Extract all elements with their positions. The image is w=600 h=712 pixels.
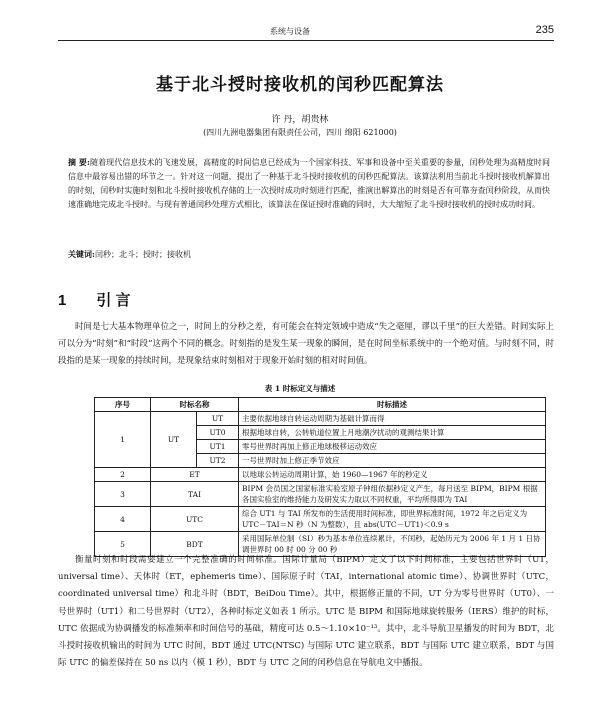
affiliation: (四川九洲电器集团有限责任公司，四川 绵阳 621000) [203, 128, 397, 137]
table-row [95, 482, 546, 507]
timescale-table [94, 397, 546, 557]
keywords [68, 249, 550, 260]
page-number: 235 [535, 24, 554, 36]
cell-no: 4 [95, 507, 151, 532]
cell-group: ET [151, 468, 239, 482]
cell-no: 5 [95, 532, 151, 557]
paper-title: 基于北斗授时接收机的闰秒匹配算法 [156, 75, 444, 95]
cell-desc: 以地球公转运动周期计算，始 1960—1967 年的秒定义 [239, 468, 546, 482]
cell-desc: 一号世界时加上修正季节效应 [239, 454, 546, 468]
table-header-row [95, 398, 546, 412]
keywords-text: 闰秒；北斗；授时；接收机 [94, 250, 191, 259]
abstract [68, 155, 550, 212]
cell-desc: BIPM 会员国之国家标准实验室原子钟组依据秒定义产生，每月送至 BIPM，BIPM 根据各国实验室的维持能力及研发实力取以不同权重，平均所得即为 TAI [239, 482, 546, 507]
cell-no: 1 [95, 412, 151, 468]
table-row [95, 412, 546, 426]
journal-name: 系统与设备 [270, 27, 310, 36]
cell-sub: UT0 [197, 426, 239, 440]
header-name: 时标名称 [151, 398, 239, 412]
abstract-text: 随着现代信息技术的飞速发展，高精度的时间信息已经成为一个国家科技、军事和设备中至关重要的参量，闰秒处理为高精度时间信息中最容易出错的环节之一。针对这一问题，提出了一种基于北斗授时接收机的闰秒匹配算法。该算法利用当前北斗授时接收机解算出的时刻，闰秒时实施时刻和北斗授时接收机存储的上一次授时成功时刻进行匹配，推演出解算出的时刻是否有可靠夯查闰秒阶段，从而快速准确地完成北斗授时。与现有普通闰秒处理方式相比，该算法在保证授时准确的同时，大大缩短了北斗授时接收机的授时成功时间。 [68, 158, 550, 209]
body-paragraph: 衡量时刻和时段需要建立一个完整准确的时间标准。国际计量局（BIPM）定义了以下时间标准，主要包括世界时（UT，universal time）、天体时（ET，ephemeris time）、国际原子时（TAI，international atomic time）、协调世界时（UTC，coordinated universal time）和北斗时（BDT，BeiDou Time）。其中，根据修正量的不同，UT 分为零号世界时（UT0）、一号世界时（UT1）和二号世界时（UT2），各种时标定义如表 1 所示。UTC 是 BIPM 和国际地球旋转服务（IERS）维护的时标，UTC 依据成为协调播发的标准频率和时间信号的基础，精度可达 0.5～1.10×10⁻¹³。其中，北斗导航卫星播发的时间为 BDT，北斗授时接收机输出的时间为 UTC 时间，BDT 通过 UTC(NTSC) 与国际 UTC 建立联系，BDT 与国际 UTC 建立联系，BDT 与国际 UTC 的偏差保持在 50 ns 以内（模 1 秒），BDT 与 UTC 之间的闰秒信息在导航电文中播报。 [58, 555, 554, 669]
cell-desc: 主要依据地球自转运动周期为基础计算而得 [239, 412, 546, 426]
header-desc: 时标描述 [239, 398, 546, 412]
cell-sub: UT1 [197, 440, 239, 454]
cell-desc: 综合 UT1 与 TAI 所发布的生活使用时间标准，即世界标准时间，1972 年之后定义为 UTC－TAI＝N 秒（N 为整数），且 abs(UTC－UT1)＜0.9 s [239, 507, 546, 532]
keywords-label: 关键词: [68, 249, 95, 259]
cell-desc: 根据地球自转，公转轨道位置上月地潮汐扰动的观测结果计算 [239, 426, 546, 440]
cell-desc: 零号世界时再加上修正地球极移运动效应 [239, 440, 546, 454]
authors: 许 丹，胡贵林 [271, 115, 329, 125]
section-title: 引 言 [96, 292, 131, 309]
running-header [58, 26, 554, 41]
section-heading [58, 289, 131, 310]
cell-group: UT [151, 412, 197, 468]
cell-sub: UT [197, 412, 239, 426]
table-caption: 表 1 时标定义与描述 [264, 384, 336, 393]
table-row [95, 507, 546, 532]
cell-sub: UT2 [197, 454, 239, 468]
cell-group: BDT [151, 532, 239, 557]
cell-desc: 采用国际单位制（SI）秒为基本单位连续累计，不闰秒，起始历元为 2006 年 1 月 1 日协调世界时 00 时 00 分 00 秒 [239, 532, 546, 557]
intro-paragraph: 时间是七大基本物理单位之一，时间上的分秒之差，有可能会在特定领域中造成“失之毫厘，谬以千里”的巨大差错。时间实际上可以分为“时刻”和“时段”这两个不同的概念。时刻指的是发生某一现象的瞬间，是在时间坐标系统中的一个绝对值。与时刻不同，时段指的是某一现象的持续时间，是现象结束时刻相对于现象开始时刻的相对时间值。 [58, 322, 554, 366]
table-row [95, 468, 546, 482]
abstract-label: 摘 要: [68, 157, 90, 167]
header-no: 序号 [95, 398, 151, 412]
cell-group: UTC [151, 507, 239, 532]
cell-no: 3 [95, 482, 151, 507]
cell-no: 2 [95, 468, 151, 482]
cell-group: TAI [151, 482, 239, 507]
section-number: 1 [58, 292, 67, 309]
